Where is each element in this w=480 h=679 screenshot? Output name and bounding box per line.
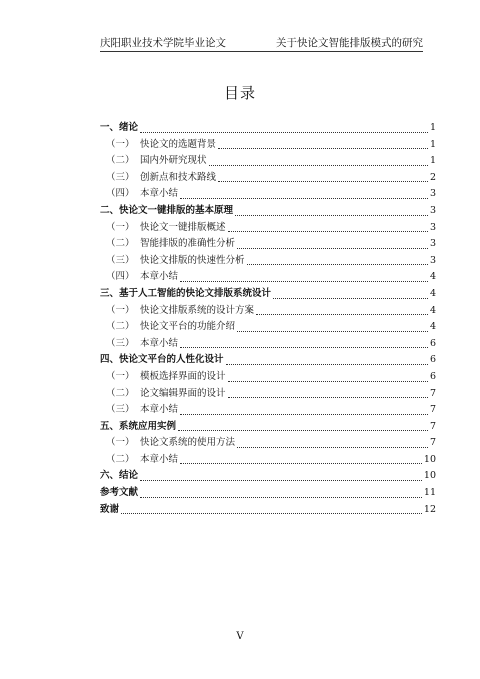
- toc-entry-page: 1: [429, 155, 436, 167]
- toc-entry-label: 快论文的选题背景: [140, 138, 217, 150]
- toc-dot-leader: [121, 513, 422, 514]
- page-header: [100, 35, 423, 51]
- toc-section-entry[interactable]: [100, 319, 436, 336]
- toc-entry-page: 3: [429, 254, 436, 266]
- toc-chapter-entry[interactable]: [100, 485, 436, 502]
- toc-entry-label: 本章小结: [140, 271, 179, 283]
- toc-entry-page: 6: [429, 354, 436, 366]
- toc-dot-leader: [228, 397, 428, 398]
- toc-dot-leader: [256, 314, 428, 315]
- toc-entry-label: 二、快论文一键排版的基本原理: [100, 204, 234, 216]
- toc-entry-label: 三、基于人工智能的快论文排版系统设计: [100, 287, 272, 299]
- toc-section-entry[interactable]: [100, 435, 436, 452]
- toc-dot-leader: [178, 430, 428, 431]
- toc-entry-page: 3: [429, 238, 436, 250]
- toc-entry-page: 4: [429, 271, 436, 283]
- toc-entry-page: 3: [429, 188, 436, 200]
- toc-entry-label: 四、快论文平台的人性化设计: [100, 354, 224, 366]
- toc-entry-number: （四）: [106, 271, 135, 283]
- toc-entry-page: 11: [423, 487, 436, 499]
- toc-section-entry[interactable]: [100, 369, 436, 386]
- toc-dot-leader: [218, 181, 428, 182]
- toc-entry-label: 快论文排版系统的设计方案: [140, 304, 255, 316]
- toc-entry-number: （一）: [106, 304, 135, 316]
- toc-section-entry[interactable]: [100, 170, 436, 187]
- toc-dot-leader: [218, 148, 428, 149]
- toc-section-entry[interactable]: [100, 137, 436, 154]
- toc-dot-leader: [180, 198, 428, 199]
- toc-entry-label: 致谢: [100, 503, 120, 515]
- toc-entry-label: 论文编辑界面的设计: [140, 387, 226, 399]
- toc-section-entry[interactable]: [100, 269, 436, 286]
- toc-entry-label: 创新点和技术路线: [140, 171, 217, 183]
- toc-entry-number: （一）: [106, 437, 135, 449]
- toc-section-entry[interactable]: [100, 386, 436, 403]
- toc-section-entry[interactable]: [100, 303, 436, 320]
- toc-chapter-entry[interactable]: [100, 286, 436, 303]
- header-school: 庆阳职业技术学院毕业论文: [100, 37, 226, 49]
- toc-dot-leader: [237, 331, 428, 332]
- toc-dot-leader: [180, 281, 428, 282]
- toc-entry-page: 7: [429, 387, 436, 399]
- toc-entry-page: 6: [429, 370, 436, 382]
- toc-entry-number: （二）: [106, 321, 135, 333]
- toc-dot-leader: [226, 364, 428, 365]
- toc-entry-number: （三）: [106, 337, 135, 349]
- toc-section-entry[interactable]: [100, 236, 436, 253]
- toc-entry-number: （四）: [106, 188, 135, 200]
- toc-entry-page: 10: [423, 470, 436, 482]
- toc-dot-leader: [180, 347, 428, 348]
- toc-dot-leader: [180, 414, 428, 415]
- toc-entry-page: 10: [423, 453, 436, 465]
- toc-entry-page: 1: [429, 122, 436, 133]
- toc-entry-number: （二）: [106, 453, 135, 465]
- toc-entry-label: 参考文献: [100, 487, 139, 499]
- toc-section-entry[interactable]: [100, 402, 436, 419]
- toc-chapter-entry[interactable]: [100, 502, 436, 519]
- toc-dot-leader: [228, 231, 428, 232]
- toc-entry-label: 快论文系统的使用方法: [140, 437, 236, 449]
- toc-dot-leader: [140, 480, 422, 481]
- toc-entry-page: 6: [429, 337, 436, 349]
- toc-entry-page: 2: [429, 171, 436, 183]
- toc-entry-page: 7: [429, 420, 436, 432]
- toc-entry-label: 本章小结: [140, 404, 179, 416]
- toc-entry-page: 4: [429, 304, 436, 316]
- toc-chapter-entry[interactable]: [100, 352, 436, 369]
- toc-dot-leader: [273, 298, 428, 299]
- toc-entry-label: 快论文平台的功能介绍: [140, 321, 236, 333]
- toc-chapter-entry[interactable]: [100, 120, 436, 137]
- header-thesis-title: 关于快论文智能排版模式的研究: [276, 37, 423, 49]
- toc-chapter-entry[interactable]: [100, 468, 436, 485]
- toc-dot-leader: [237, 248, 428, 249]
- toc-dot-leader: [140, 497, 422, 498]
- toc-entry-number: （一）: [106, 370, 135, 382]
- toc-dot-leader: [209, 165, 428, 166]
- toc-section-entry[interactable]: [100, 220, 436, 237]
- toc-entry-label: 六、结论: [100, 470, 139, 482]
- header-divider: [100, 51, 423, 52]
- toc-chapter-entry[interactable]: [100, 203, 436, 220]
- toc-entry-label: 智能排版的准确性分析: [140, 238, 236, 250]
- toc-entry-label: 国内外研究现状: [140, 155, 207, 167]
- toc-entry-page: 3: [429, 221, 436, 233]
- toc-dot-leader: [228, 381, 428, 382]
- table-of-contents: [100, 120, 436, 518]
- toc-entry-label: 本章小结: [140, 337, 179, 349]
- toc-section-entry[interactable]: [100, 186, 436, 203]
- toc-entry-label: 本章小结: [140, 453, 179, 465]
- toc-dot-leader: [180, 463, 422, 464]
- toc-entry-page: 4: [429, 287, 436, 299]
- toc-section-entry[interactable]: [100, 452, 436, 469]
- toc-entry-number: （二）: [106, 387, 135, 399]
- toc-entry-number: （一）: [106, 221, 135, 233]
- toc-section-entry[interactable]: [100, 253, 436, 270]
- toc-entry-label: 一、绪论: [100, 122, 139, 133]
- toc-entry-label: 模板选择界面的设计: [140, 370, 226, 382]
- toc-dot-leader: [247, 264, 428, 265]
- toc-entry-number: （三）: [106, 171, 135, 183]
- page-title: 目录: [223, 84, 256, 102]
- toc-dot-leader: [237, 447, 428, 448]
- toc-entry-label: 五、系统应用实例: [100, 420, 177, 432]
- toc-entry-number: （三）: [106, 404, 135, 416]
- toc-entry-number: （三）: [106, 254, 135, 266]
- toc-entry-page: 1: [429, 138, 436, 150]
- toc-section-entry[interactable]: [100, 336, 436, 353]
- toc-dot-leader: [140, 132, 428, 133]
- toc-chapter-entry[interactable]: [100, 419, 436, 436]
- toc-entry-page: 7: [429, 404, 436, 416]
- toc-entry-label: 快论文排版的快速性分析: [140, 254, 245, 266]
- toc-entry-number: （二）: [106, 155, 135, 167]
- toc-entry-page: 4: [429, 321, 436, 333]
- toc-section-entry[interactable]: [100, 153, 436, 170]
- toc-entry-label: 快论文一键排版概述: [140, 221, 226, 233]
- toc-entry-page: 12: [423, 503, 436, 515]
- toc-entry-label: 本章小结: [140, 188, 179, 200]
- toc-dot-leader: [235, 215, 428, 216]
- page-number: V: [236, 631, 244, 642]
- toc-entry-page: 3: [429, 204, 436, 216]
- toc-entry-page: 7: [429, 437, 436, 449]
- toc-entry-number: （二）: [106, 238, 135, 250]
- toc-entry-number: （一）: [106, 138, 135, 150]
